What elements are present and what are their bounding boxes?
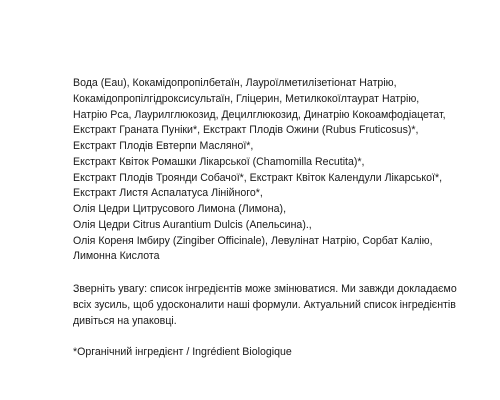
ingredients-line: Екстракт Плодів Троянди Собачої*, Екстракт Квіток Календули Лікарської*, (73, 171, 443, 184)
ingredients-change-notice (73, 282, 493, 329)
ingredients-line: Екстракт Квіток Ромашки Лікарської (Chamomilla Recutita)*, (73, 155, 365, 168)
ingredients-line: Екстракт Граната Пуніки*, Екстракт Плодів Ожини (Rubus Fruticosus)*, (73, 124, 419, 137)
notice-line: всіх зусиль, щоб удосконалити наші формули. Актуальний список інгредієнтів (73, 298, 456, 311)
product-info-text (73, 76, 493, 361)
ingredients-line: Вода (Eau), Кокамідопропілбетаїн, Лауроїлметилізетіонат Натрію, (73, 77, 397, 89)
ingredients-line: Олія Кореня Імбиру (Zingiber Officinale), Левулінат Натрію, Сорбат Калію, (73, 234, 433, 247)
ingredients-line: Кокамідопропілгідроксисультаїн, Гліцерин, Метилкокоїлтаурат Натрію, (73, 92, 420, 105)
notice-line: Зверніть увагу: список інгредієнтів може змінюватися. Ми завжди докладаємо (73, 283, 457, 295)
ingredients-line: Олія Цедри Citrus Aurantium Dulcis (Апельсина)., (73, 218, 312, 231)
ingredients-line: Олія Цедри Цитрусового Лимона (Лимона), (73, 203, 287, 215)
ingredients-line: Лимонна Кислота (73, 250, 160, 263)
organic-footnote: *Органічний інгредієнт / Ingrédient Biologique (73, 346, 292, 359)
ingredients-list (73, 76, 493, 265)
notice-line: дивіться на упаковці. (73, 314, 177, 327)
ingredients-line: Екстракт Листя Аспалатуса Лінійного*, (73, 187, 263, 200)
ingredients-line: Натрію Pca, Лаурилглюкозид, Децилглюкозид, Динатрію Кокоамфодіацетат, (73, 108, 446, 121)
ingredients-line: Екстракт Плодів Евтерпи Масляної*, (73, 140, 254, 152)
